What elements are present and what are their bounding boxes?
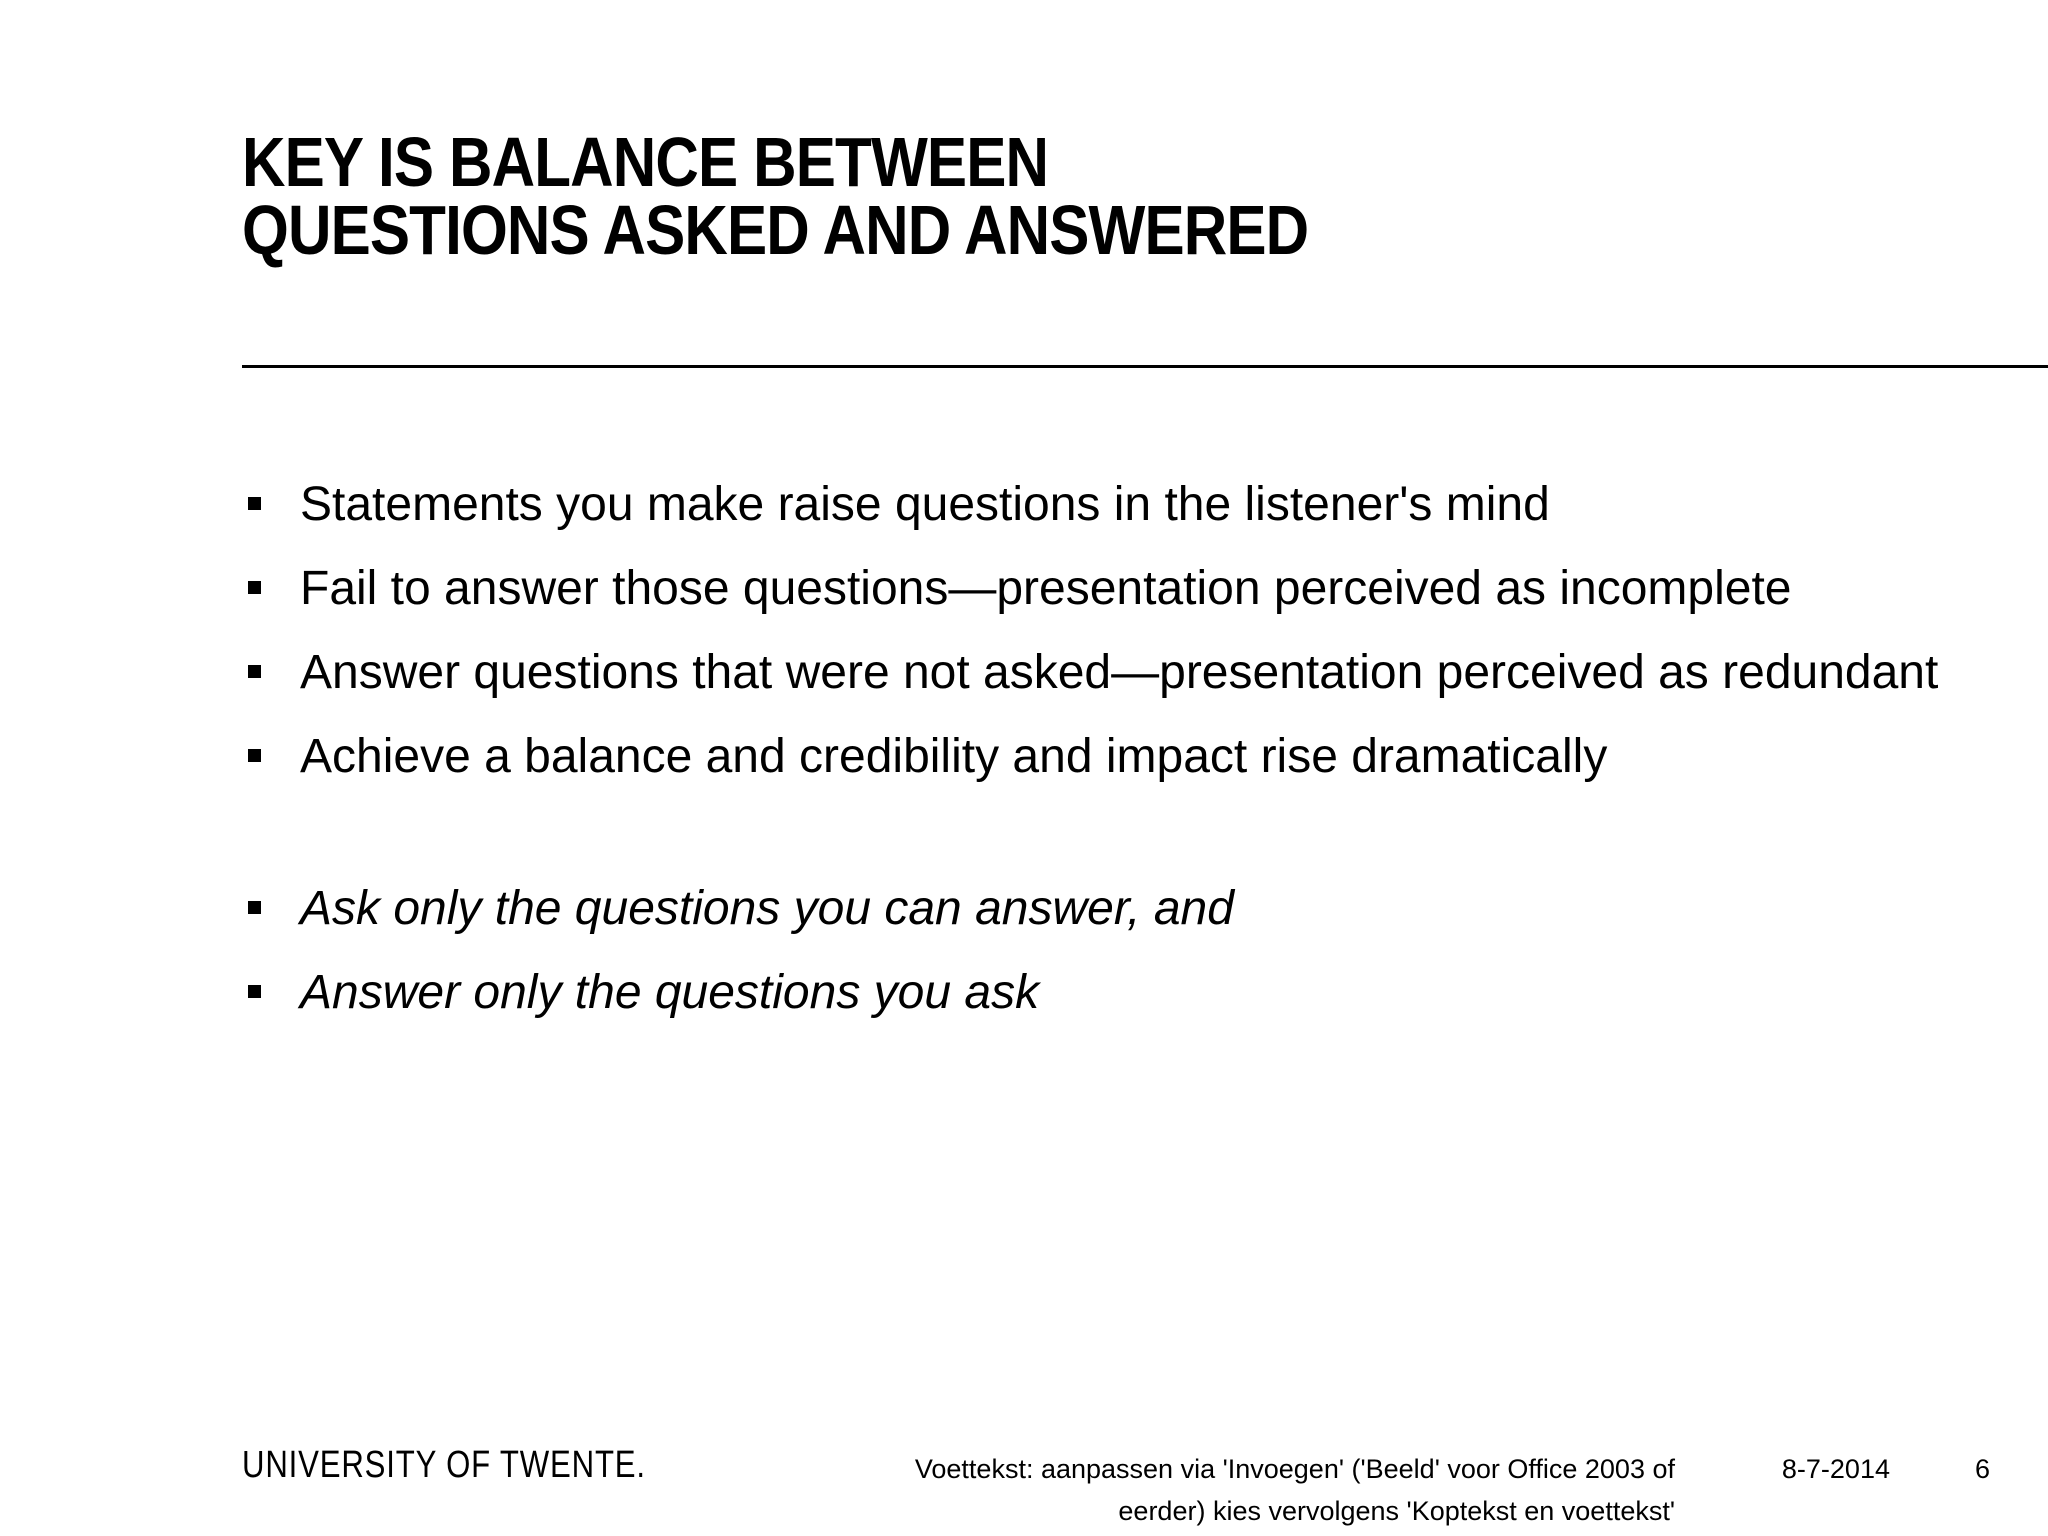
bullet-list (242, 470, 1982, 1042)
square-bullet-icon (248, 749, 261, 762)
footer-text: Voettekst: aanpassen via 'Invoegen' ('Beeld' voor Office 2003 of eerder) kies vervolgens 'Koptekst en voettekst' (914, 1454, 1675, 1526)
slide-title (242, 123, 1704, 269)
bullet-item-emphasis (242, 958, 1982, 1028)
bullet-text: Fail to answer those questions—presentation perceived as incomplete (300, 562, 1792, 615)
footer-date: 8-7-2014 (1781, 1454, 1890, 1484)
square-bullet-icon (248, 665, 261, 678)
bullet-item-emphasis (242, 874, 1982, 944)
square-bullet-icon (248, 497, 261, 510)
slide-title-line-1: KEY IS BALANCE BETWEEN (242, 123, 1049, 201)
bullet-item (242, 638, 1982, 708)
bullet-item (242, 470, 1982, 540)
bullet-text: Answer only the questions you ask (300, 966, 1040, 1019)
bullet-item (242, 722, 1982, 792)
square-bullet-icon (248, 581, 261, 594)
slide-title-line-2: QUESTIONS ASKED AND ANSWERED (242, 191, 1309, 269)
square-bullet-icon (248, 901, 261, 914)
bullet-text: Statements you make raise questions in the listener's mind (300, 478, 1550, 531)
bullet-text: Answer questions that were not asked—presentation perceived as redundant (300, 646, 1939, 699)
university-logo: UNIVERSITY OF TWENTE. (242, 1444, 646, 1486)
bullet-text: Achieve a balance and credibility and impact rise dramatically (300, 730, 1608, 783)
page-number: 6 (1974, 1454, 1990, 1484)
title-divider (242, 365, 2048, 368)
bullet-item (242, 554, 1982, 624)
square-bullet-icon (248, 985, 261, 998)
bullet-text: Ask only the questions you can answer, and (300, 882, 1234, 935)
